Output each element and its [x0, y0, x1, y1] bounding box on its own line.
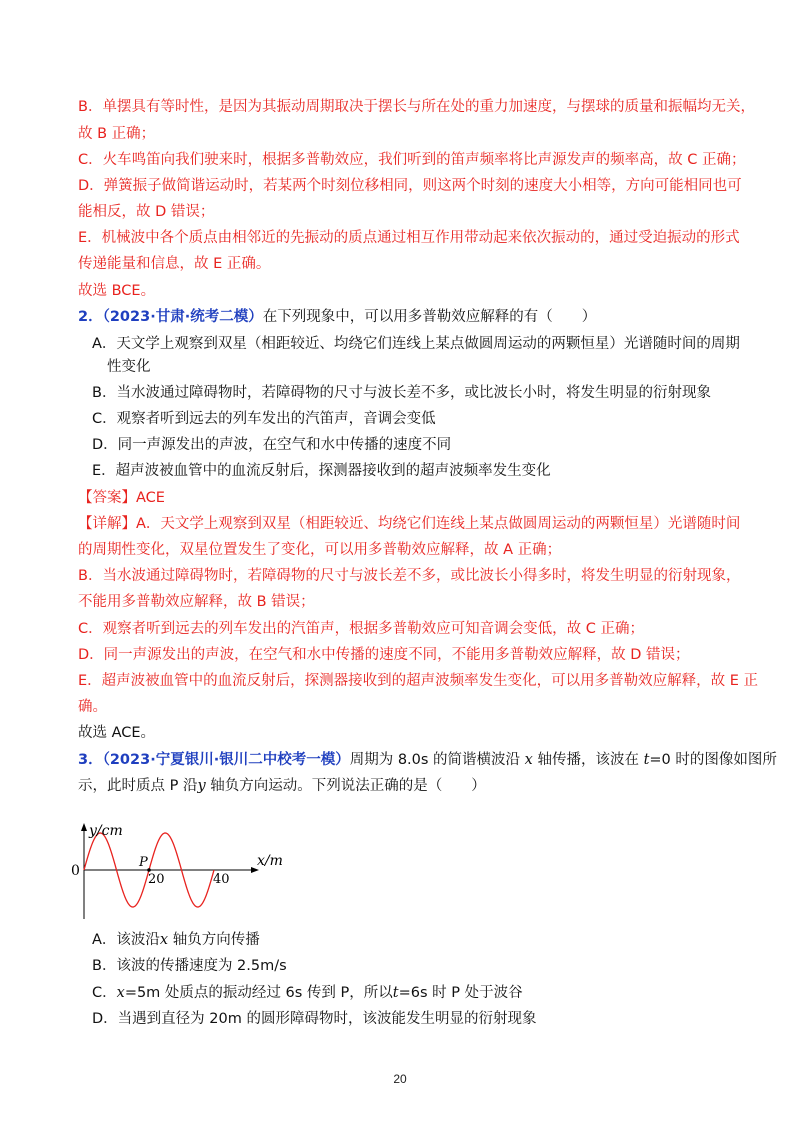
q3-stem-text-a: 周期为 8.0s 的简谐横波沿 — [349, 752, 521, 768]
q2-option-a-line2: 性变化 — [107, 359, 151, 375]
q3-option-a-text-b: 轴负方向传播 — [172, 932, 260, 948]
tick-label-40: 40 — [213, 872, 230, 887]
q1-explain-e-line2: 传递能量和信息，故 E 正确。 — [78, 256, 271, 272]
q1-explain-b-line2: 故 B 正确； — [78, 126, 156, 142]
q2-option-b: B．当水波通过障碍物时，若障碍物的尺寸与波长差不多，或比波长小时，将发生明显的衍射现象 — [92, 385, 711, 401]
q2-explain-a-line2: 的周期性变化，双星位置发生了变化，可以用多普勒效应解释，故 A 正确； — [78, 542, 562, 558]
q2-answer: 【答案】ACE — [78, 490, 165, 506]
q2-explain-a-line1: 【详解】A．天文学上观察到双星（相距较近、均绕它们连线上某点做圆周运动的两颗恒星）光谱随时间 — [78, 516, 741, 532]
tick-label-20: 20 — [148, 872, 165, 887]
q3-option-b: B．该波的传播速度为 2.5m/s — [92, 958, 287, 974]
q3-number: 3． — [78, 752, 103, 768]
q2-option-c: C．观察者听到远去的列车发出的汽笛声，音调会变低 — [92, 411, 436, 427]
q3-option-c-x-var: x — [116, 985, 125, 1001]
q3-stem-text-c: =0 时的图像如图所 — [649, 752, 777, 768]
q3-option-c-text-b: =5m 处质点的振动经过 6s 传到 P，所以 — [124, 985, 393, 1001]
q2-number: 2． — [78, 309, 103, 325]
q3-source: （2023·宁夏银川·银川二中校考一模） — [102, 752, 350, 768]
q1-choose: 故选 BCE。 — [78, 283, 156, 299]
q2-option-d: D．同一声源发出的声波，在空气和水中传播的速度不同 — [92, 437, 452, 453]
q2-choose: 故选 ACE。 — [78, 725, 156, 741]
q3-stem-x-var: x — [524, 752, 533, 768]
q2-explain-e-line1: E．超声波被血管中的血流反射后，探测器接收到的超声波频率发生变化，可以用多普勒效应解释，故 E 正 — [78, 673, 759, 689]
x-axis-label: x/m — [257, 853, 283, 869]
q3-option-c — [92, 983, 523, 1003]
page-number: 20 — [393, 1072, 407, 1086]
y-axis-arrow — [81, 823, 87, 831]
q1-explain-b-line1: B．单摆具有等时性，是因为其振动周期取决于摆长与所在处的重力加速度，与摆球的质量和振幅均无关， — [78, 99, 755, 115]
q2-source: （2023·甘肃·统考二模） — [102, 309, 263, 325]
q3-option-c-t-var: t — [392, 985, 399, 1001]
q2-explain-c: C．观察者听到远去的列车发出的汽笛声，根据多普勒效应可知音调会变低，故 C 正确； — [78, 621, 644, 637]
q1-explain-c: C．火车鸣笛向我们驶来时，根据多普勒效应，我们听到的笛声频率将比声源发声的频率高，故 C 正确； — [78, 152, 746, 168]
point-p-label: P — [139, 855, 148, 870]
q3-option-c-text-a: C． — [92, 985, 117, 1001]
q2-option-e: E．超声波被血管中的血流反射后，探测器接收到的超声波频率发生变化 — [92, 463, 551, 479]
origin-label: 0 — [71, 863, 80, 879]
q3-option-a-x-var: x — [159, 932, 169, 948]
q2-explain-b-line2: 不能用多普勒效应解释，故 B 错误； — [78, 594, 315, 610]
q2-explain-d: D．同一声源发出的声波，在空气和水中传播的速度不同，不能用多普勒效应解释，故 D 错误； — [78, 647, 690, 663]
q3-stem-line2 — [78, 776, 486, 796]
q3-option-a-text-a: A．该波沿 — [92, 932, 160, 948]
q1-explain-e-line1: E．机械波中各个质点由相邻近的先振动的质点通过相互作用带动起来依次振动的，通过受迫振动的形式 — [78, 230, 740, 246]
q2-stem — [78, 307, 596, 327]
q3-option-d: D．当遇到直径为 20m 的圆形障碍物时，该波能发生明显的衍射现象 — [92, 1011, 537, 1027]
q3-stem2-text-b: 轴负方向运动。下列说法正确的是（ ） — [210, 778, 486, 794]
q3-stem2-y-var: y — [197, 778, 206, 794]
q2-stem-text: 在下列现象中，可以用多普勒效应解释的有（ ） — [262, 309, 597, 325]
wave-graph — [65, 823, 295, 923]
q3-stem-t-var: t — [643, 752, 650, 768]
q1-explain-d-line1: D．弹簧振子做简谐运动时，若某两个时刻位移相同，则这两个时刻的速度大小相等，方向可能相同也可 — [78, 178, 742, 194]
q3-option-c-text-c: =6s 时 P 处于波谷 — [398, 985, 523, 1001]
q3-stem2-text-a: 示，此时质点 P 沿 — [78, 778, 198, 794]
q3-stem-text-b: 轴传播，该波在 — [537, 752, 639, 768]
q1-explain-d-line2: 能相反，故 D 错误； — [78, 204, 215, 220]
q2-explain-e-line2: 确。 — [78, 699, 107, 715]
q2-explain-b-line1: B．当水波通过障碍物时，若障碍物的尺寸与波长差不多，或比波长小得多时，将发生明显的衍射现象， — [78, 568, 741, 584]
q2-option-a-line1: A．天文学上观察到双星（相距较近、均绕它们连线上某点做圆周运动的两颗恒星）光谱随时间的周期 — [92, 336, 740, 352]
y-axis-label: y/cm — [89, 823, 123, 839]
q3-stem-line1 — [78, 750, 777, 770]
q3-option-a — [92, 930, 260, 950]
